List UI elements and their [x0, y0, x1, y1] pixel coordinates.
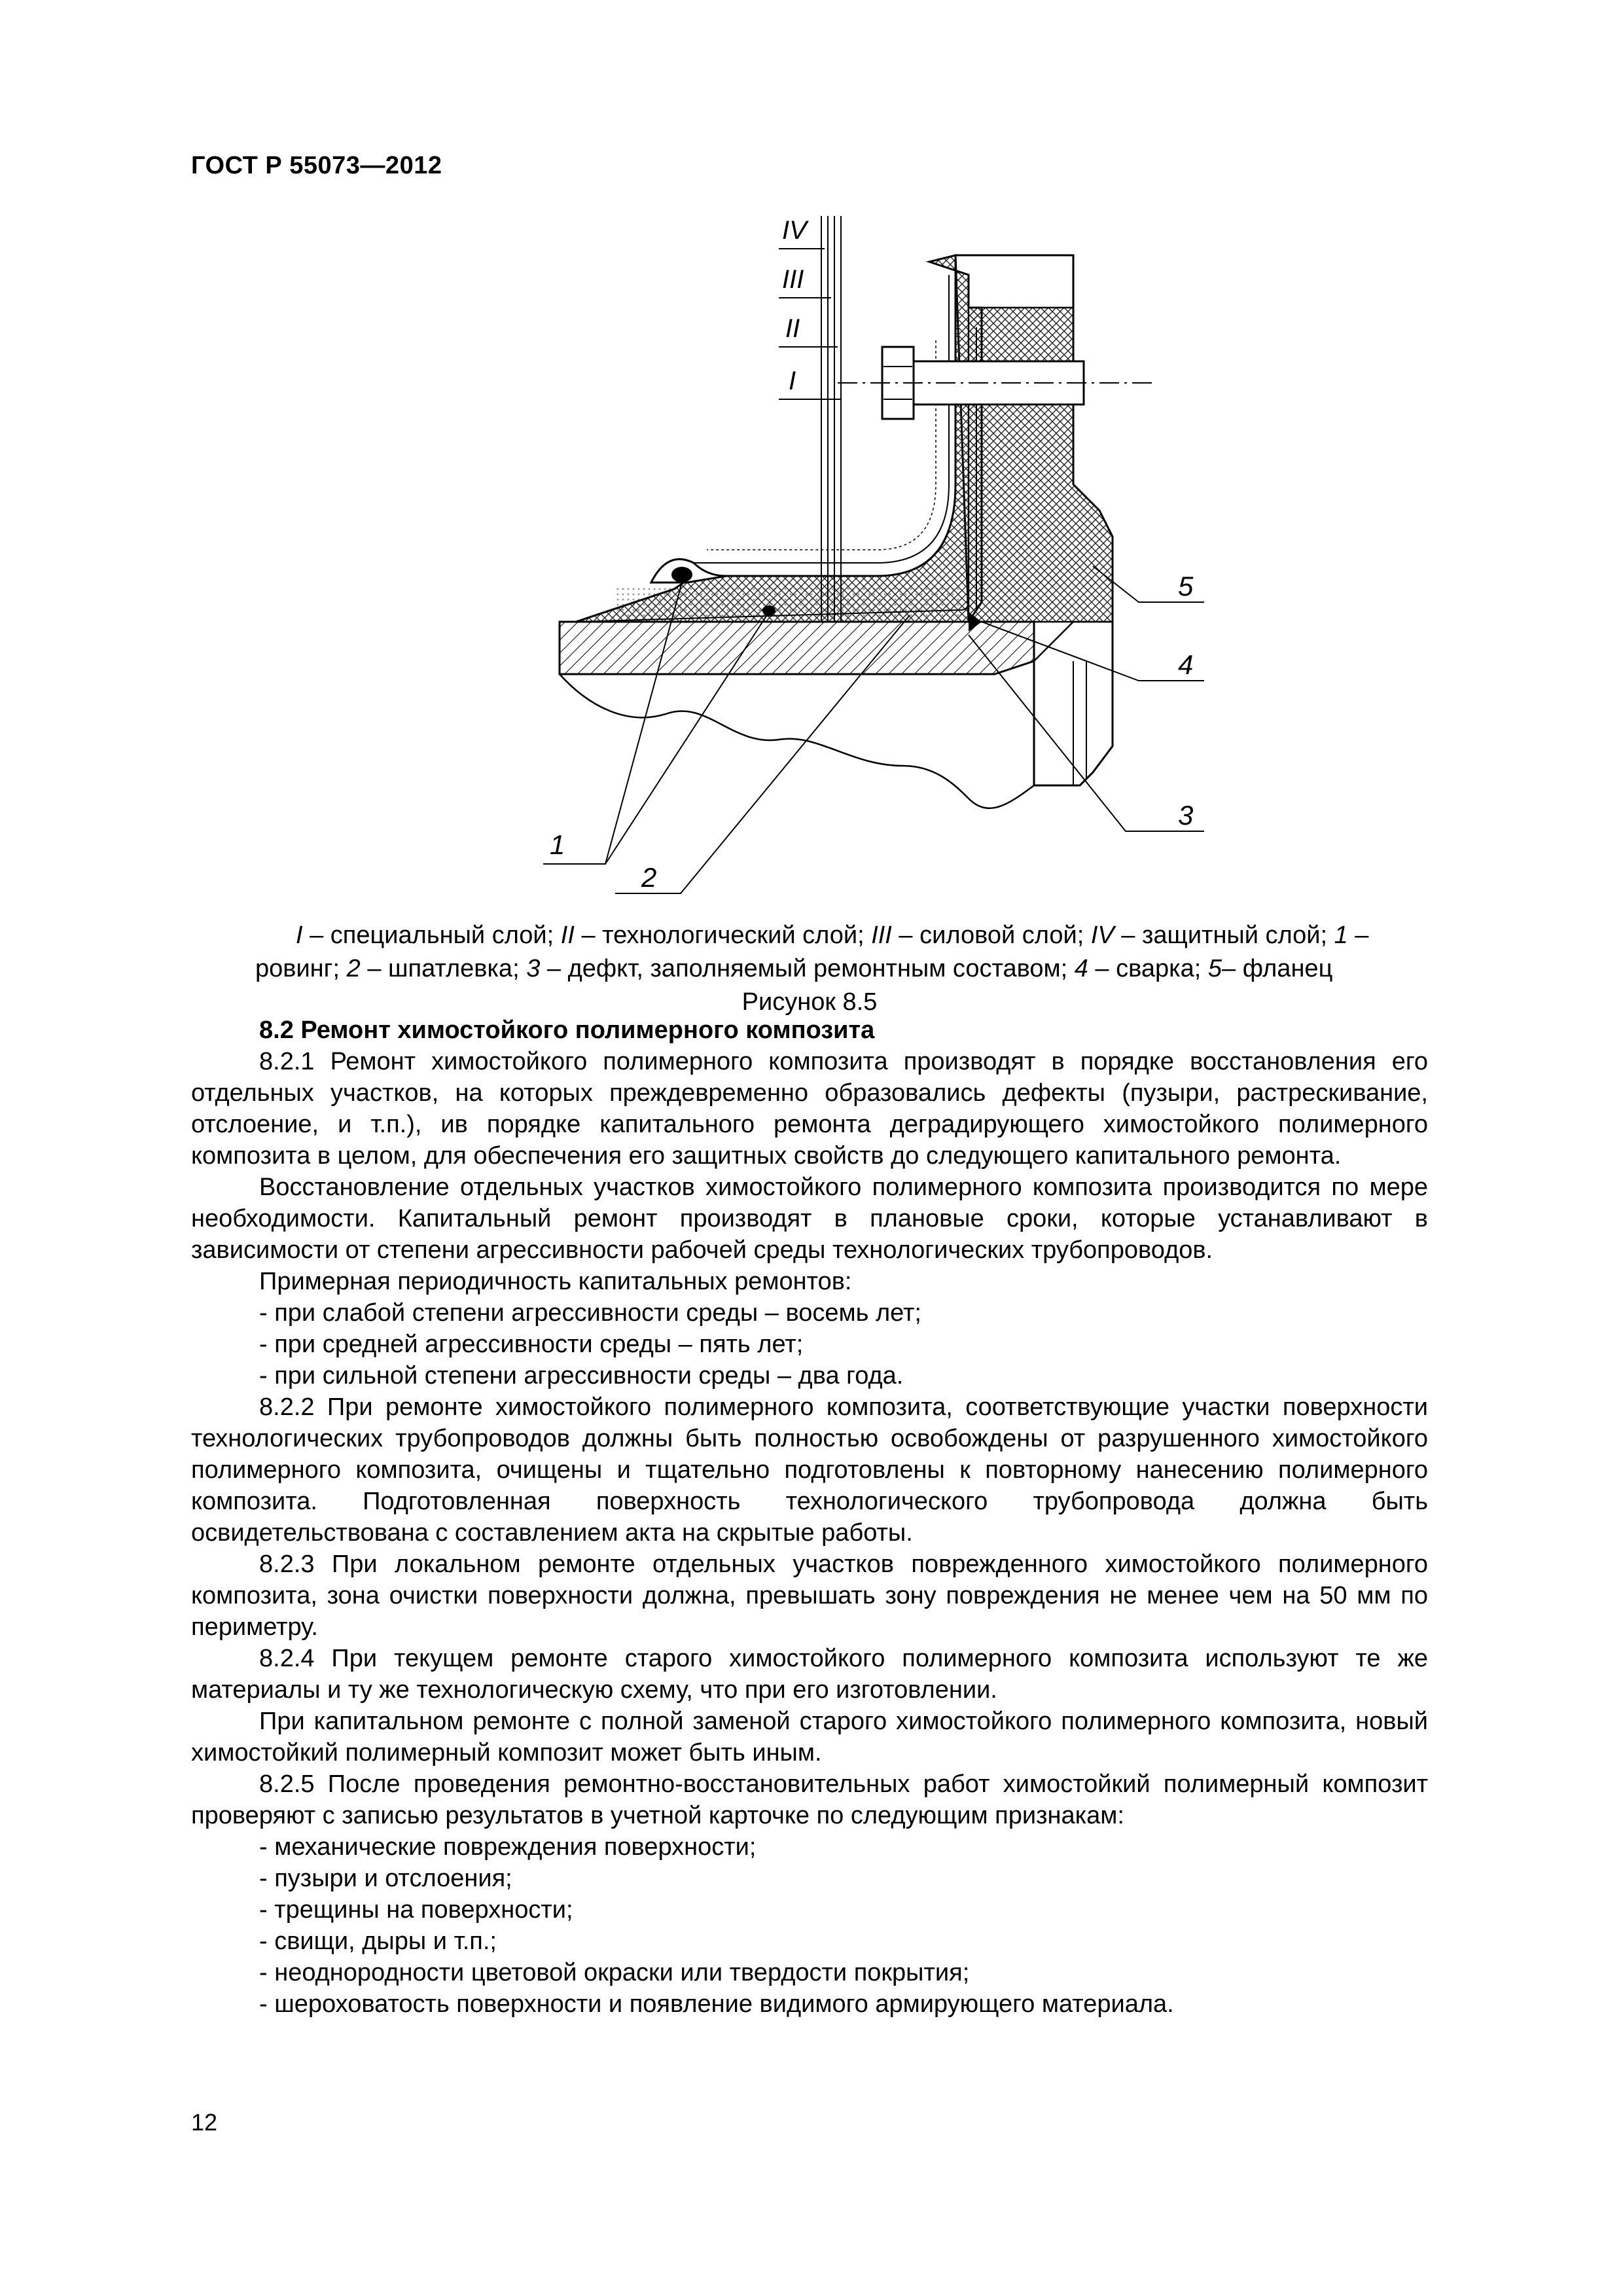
- list-item: - при слабой степени агрессивности среды – восемь лет;: [259, 1299, 921, 1327]
- layer-label-ii: II: [785, 314, 800, 343]
- list-item: - трещины на поверхности;: [259, 1896, 573, 1924]
- callout-2: 2: [641, 862, 657, 893]
- paragraph: 8.2.4 При текущем ремонте старого химостойкого полимерного композита используют те же материалы и ту же технологическую схему, что при его изготовлении.: [191, 1645, 1428, 1704]
- paragraph: Примерная периодичность капитальных ремонтов:: [259, 1268, 852, 1295]
- layer-label-i: I: [789, 367, 796, 395]
- technical-drawing: [510, 209, 1217, 910]
- caption-line-2: ровинг; 2 – шпатлевка; 3 – дефкт, заполняемый ремонтным составом; 4 – сварка; 5– фланец: [255, 955, 1333, 982]
- document-header: ГОСТ Р 55073—2012: [191, 152, 442, 179]
- pipe-break-line: [560, 674, 1034, 808]
- paragraph: 8.2.5 После проведения ремонтно-восстановительных работ химостойкий полимерный композит проверяют с записью результатов в учетной карточке по следующим признакам:: [191, 1770, 1428, 1829]
- callout-1: 1: [550, 829, 565, 860]
- callout-4: 4: [1178, 649, 1194, 680]
- layer-label-iv: IV: [782, 216, 807, 245]
- list-item: - механические повреждения поверхности;: [259, 1833, 757, 1861]
- callout-5: 5: [1178, 571, 1194, 601]
- section-heading: 8.2 Ремонт химостойкого полимерного композита: [259, 1016, 875, 1044]
- layer-label-iii: III: [782, 265, 804, 294]
- caption-line-1: I – специальный слой; II – технологический слой; III – силовой слой; IV – защитный слой; 1 –: [296, 922, 1369, 949]
- callout-3: 3: [1178, 800, 1194, 831]
- paragraph: Восстановление отдельных участков химостойкого полимерного композита производится по мере необходимости. Капитальный ремонт производят в плановые сроки, которые устанавливают в зависимости от степени агрессивности рабочей среды технологических трубопроводов.: [191, 1174, 1428, 1264]
- paragraph: 8.2.1 Ремонт химостойкого полимерного композита производят в порядке восстановления его отдельных участков, на которых преждевременно образовались дефекты (пузыри, растрескивание, отслоение, и т.п.), ив порядке капитального ремонта деградирующего химостойкого полимерного композита в целом, для обеспечения его защитных свойств до следующего капитального ремонта.: [191, 1048, 1428, 1170]
- document-body: [191, 1014, 1428, 2020]
- figure-title: Рисунок 8.5: [741, 988, 878, 1016]
- paragraph: 8.2.3 При локальном ремонте отдельных участков поврежденного химостойкого полимерного композита, зона очистки поверхности должна, превышать зону повреждения не менее чем на 50 мм по периметру.: [191, 1551, 1428, 1641]
- paragraph: 8.2.2 При ремонте химостойкого полимерного композита, соответствующие участки поверхности технологических трубопроводов должны быть полностью освобождены от разрушенного химостойкого полимерного композита, очищены и тщательно подготовлены к повторному нанесению полимерного композита. Подготовленная поверхность технологического трубопровода должна быть освидетельствована с составлением акта на скрытые работы.: [191, 1393, 1428, 1547]
- list-item: - шероховатость поверхности и появление видимого армирующего материала.: [259, 1990, 1174, 2018]
- list-item: - неоднородности цветовой окраски или твердости покрытия;: [259, 1959, 970, 1986]
- list-item: - при средней агрессивности среды – пять лет;: [259, 1331, 804, 1358]
- list-item: - пузыри и отслоения;: [259, 1865, 512, 1892]
- list-item: - свищи, дыры и т.п.;: [259, 1928, 497, 1955]
- page-number: 12: [191, 2109, 218, 2136]
- pipe-wall: [560, 622, 1034, 674]
- composite-layers: [576, 255, 982, 622]
- list-item: - при сильной степени агрессивности среды – два года.: [259, 1362, 904, 1390]
- figure-caption: [191, 919, 1428, 1019]
- paragraph: При капитальном ремонте с полной заменой старого химостойкого полимерного композита, новый химостойкий полимерный композит может быть иным.: [191, 1708, 1428, 1767]
